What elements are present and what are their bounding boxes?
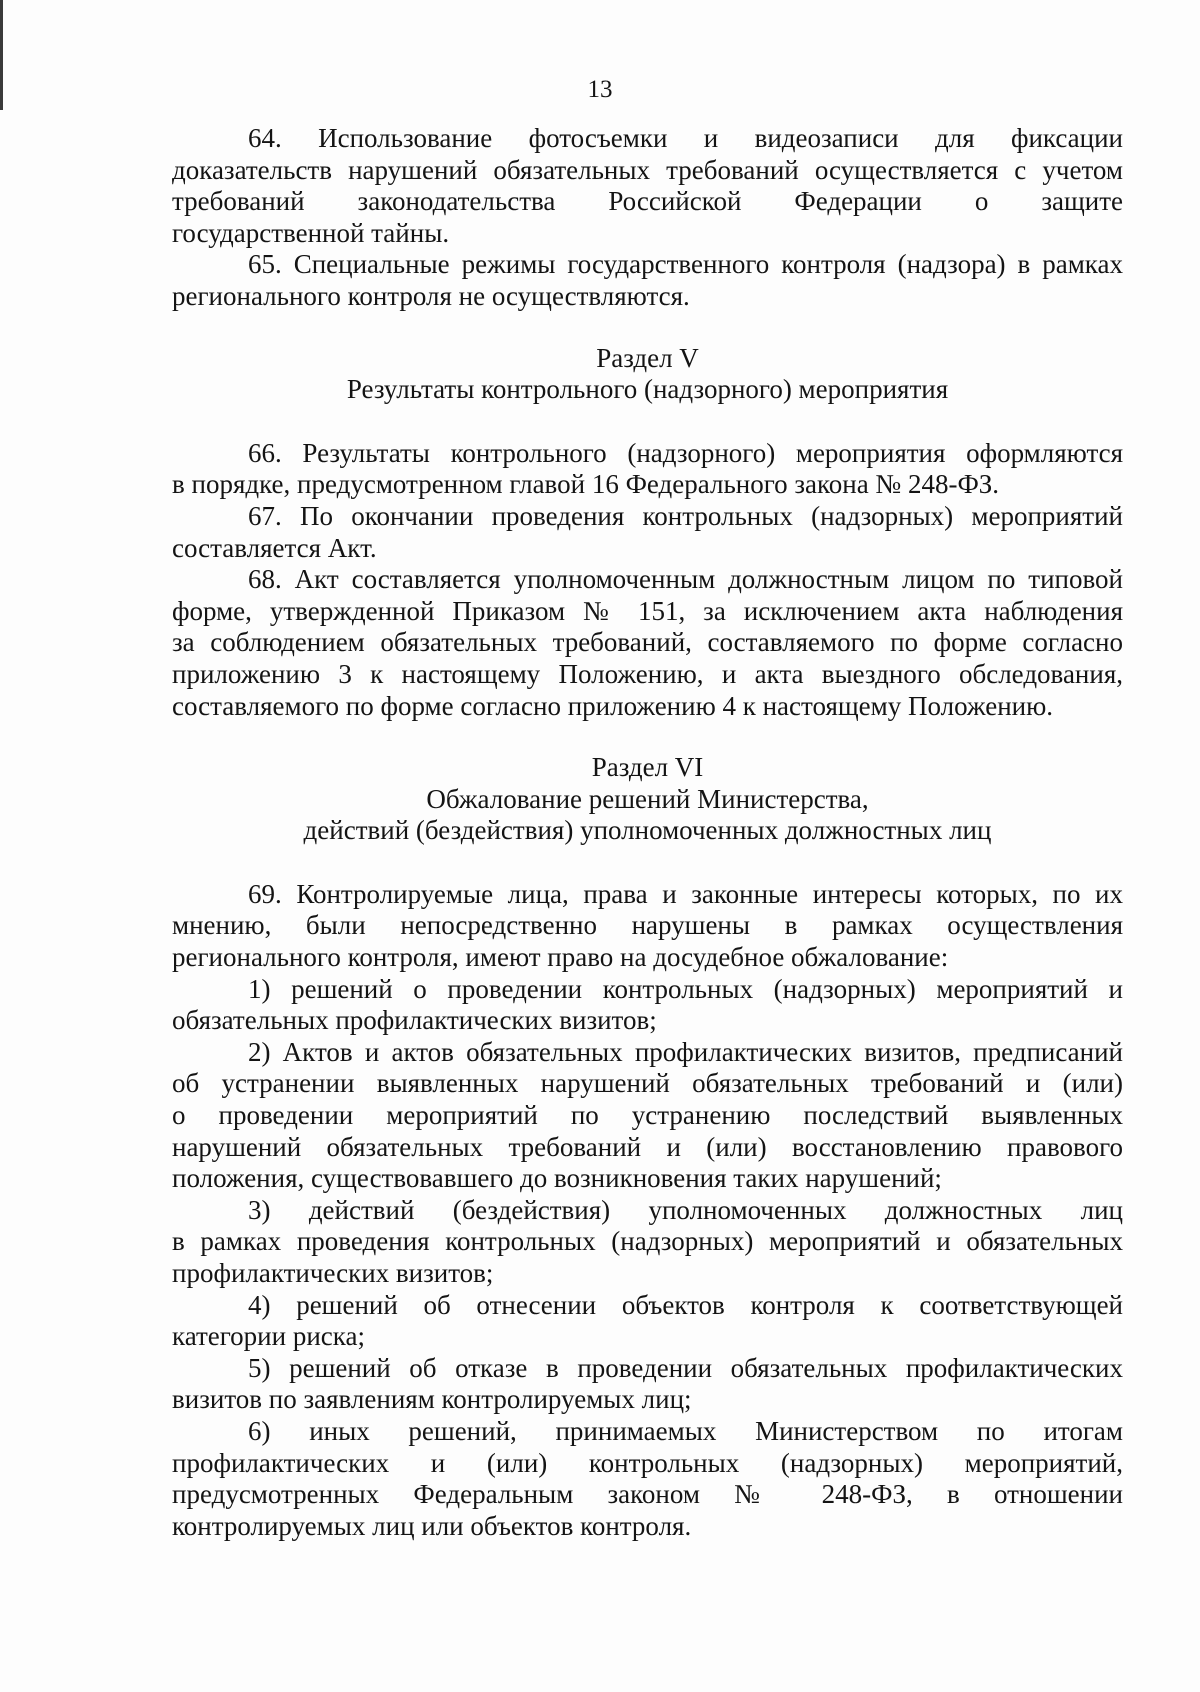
paragraph-line: 68. Акт составляется уполномоченным должностным лицом по типовой: [248, 564, 1123, 595]
paragraph-line: 69. Контролируемые лица, права и законные интересы которых, по их: [248, 878, 1123, 909]
paragraph-p68: [172, 564, 1123, 722]
paragraph-line: 6) иных решений, принимаемых Министерством по итогам: [248, 1415, 1123, 1446]
page-number: 13: [587, 76, 613, 103]
paragraph-line: требований законодательства Российской Федерации о защите: [172, 186, 1123, 217]
paragraph-line: мнению, были непосредственно нарушены в рамках осуществления: [172, 910, 1123, 941]
paragraph-line: в рамках проведения контрольных (надзорных) мероприятий и обязательных: [172, 1226, 1123, 1257]
section-6-title-line-1: Обжалование решений Министерства,: [426, 783, 869, 814]
paragraph-line: профилактических и (или) контрольных (надзорных) мероприятий,: [172, 1447, 1123, 1478]
paragraph-item2: [172, 1037, 1123, 1195]
section-6-title-line-2: действий (бездействия) уполномоченных должностных лиц: [303, 815, 992, 846]
paragraph-line: предусмотренных Федеральным законом № 248-ФЗ, в отношении: [172, 1479, 1123, 1510]
paragraph-line: приложению 3 к настоящему Положению, и акта выездного обследования,: [172, 658, 1123, 689]
paragraph-item6: [172, 1416, 1123, 1542]
paragraph-line: контролируемых лиц или объектов контроля.: [172, 1510, 692, 1541]
paragraph-line: категории риска;: [172, 1321, 365, 1352]
paragraph-item4: [172, 1290, 1123, 1353]
paragraph-p64: [172, 123, 1123, 249]
paragraph-line: 5) решений об отказе в проведении обязательных профилактических: [248, 1352, 1123, 1383]
paragraph-line: 66. Результаты контрольного (надзорного) мероприятия оформляются: [248, 437, 1123, 468]
paragraph-line: составляемого по форме согласно приложению 4 к настоящему Положению.: [172, 690, 1054, 721]
paragraph-line: регионального контроля не осуществляются.: [172, 280, 690, 311]
paragraph-p65: [172, 249, 1123, 312]
paragraph-group-mid: [172, 438, 1123, 722]
paragraph-line: 3) действий (бездействия) уполномоченных должностных лиц: [248, 1194, 1123, 1225]
paragraph-item3: [172, 1195, 1123, 1290]
paragraph-line: составляется Акт.: [172, 532, 377, 563]
paragraph-line: 64. Использование фотосъемки и видеозаписи для фиксации: [248, 123, 1123, 153]
paragraph-line: визитов по заявлениям контролируемых лиц;: [172, 1384, 692, 1415]
document-body: [172, 123, 1123, 1542]
paragraph-line: о проведении мероприятий по устранению последствий выявленных: [172, 1100, 1123, 1131]
paragraph-line: об устранении выявленных нарушений обязательных требований и (или): [172, 1068, 1123, 1099]
paragraph-p69: [172, 879, 1123, 974]
paragraph-p66: [172, 438, 1123, 501]
section-6-label: Раздел VI: [591, 752, 704, 783]
paragraph-line: 4) решений об отнесении объектов контроля к соответствующей: [248, 1289, 1123, 1320]
paragraph-line: доказательств нарушений обязательных требований осуществляется с учетом: [172, 154, 1123, 185]
paragraph-line: профилактических визитов;: [172, 1258, 494, 1288]
paragraph-line: 65. Специальные режимы государственного контроля (надзора) в рамках: [248, 249, 1123, 280]
paragraph-line: нарушений обязательных требований и (или) восстановлению правового: [172, 1131, 1123, 1162]
paragraph-group-bottom: [172, 879, 1123, 1542]
paragraph-group-top: [172, 123, 1123, 313]
paragraph-line: 2) Актов и актов обязательных профилактических визитов, предписаний: [248, 1036, 1123, 1067]
paragraph-line: государственной тайны.: [172, 217, 450, 248]
paragraph-line: регионального контроля, имеют право на досудебное обжалование:: [172, 942, 949, 973]
paragraph-line: в порядке, предусмотренном главой 16 Федерального закона № 248-ФЗ.: [172, 469, 1000, 500]
paragraph-line: положения, существовавшего до возникновения таких нарушений;: [172, 1163, 942, 1194]
paragraph-line: за соблюдением обязательных требований, составляемого по форме согласно: [172, 627, 1123, 658]
paragraph-item1: [172, 974, 1123, 1037]
paragraph-item5: [172, 1353, 1123, 1416]
section-5-title: Результаты контрольного (надзорного) мероприятия: [346, 374, 949, 405]
section-5-label: Раздел V: [596, 342, 699, 373]
paragraph-line: форме, утвержденной Приказом № 151, за исключением акта наблюдения: [172, 595, 1123, 626]
paragraph-line: обязательных профилактических визитов;: [172, 1005, 657, 1036]
paragraph-line: 67. По окончании проведения контрольных (надзорных) мероприятий: [248, 500, 1123, 531]
paragraph-line: 1) решений о проведении контрольных (надзорных) мероприятий и: [248, 973, 1123, 1004]
paragraph-p67: [172, 501, 1123, 564]
